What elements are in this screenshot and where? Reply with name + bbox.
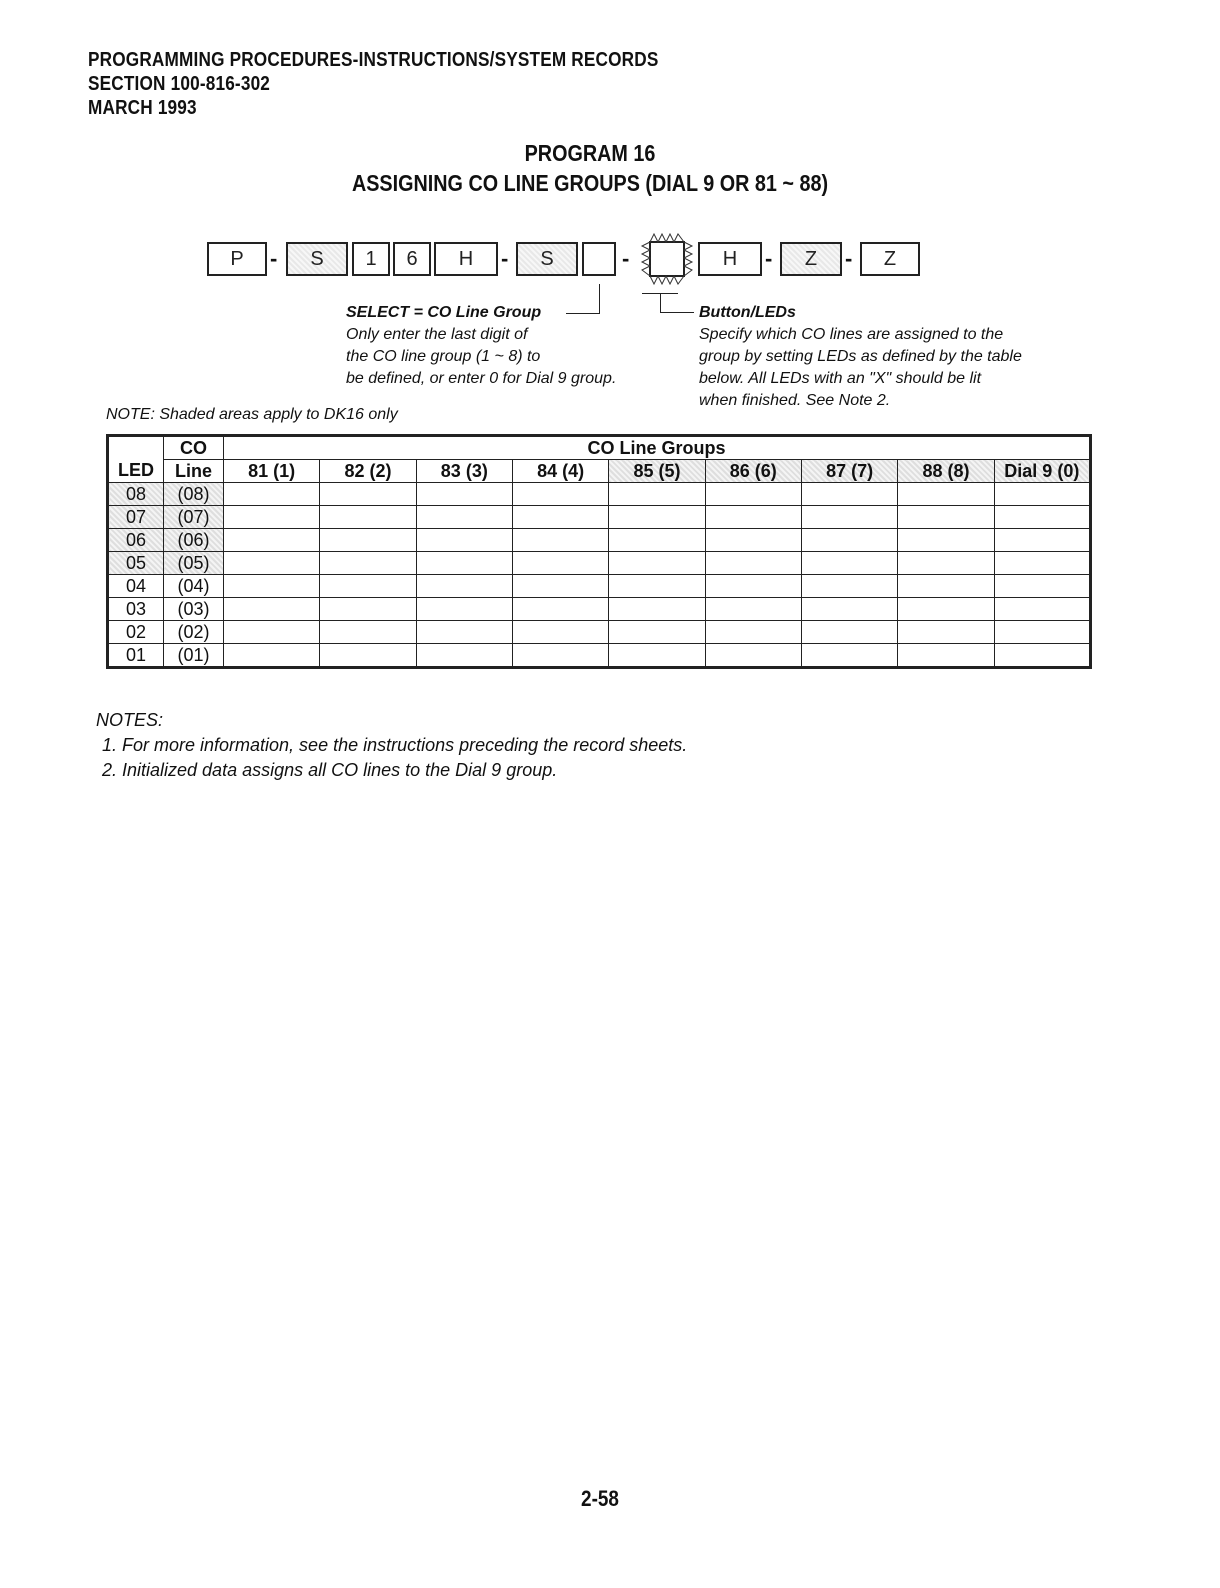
entry-cell[interactable] xyxy=(801,621,897,644)
entry-cell[interactable] xyxy=(898,552,994,575)
button-led-icon xyxy=(640,232,694,286)
co-line-cell: (05) xyxy=(164,552,224,575)
entry-cell[interactable] xyxy=(512,575,608,598)
entry-cell[interactable] xyxy=(416,598,512,621)
dash: - xyxy=(845,246,853,271)
co-line-cell: (07) xyxy=(164,506,224,529)
header-group: 87 (7) xyxy=(801,460,897,483)
page-number: 2-58 xyxy=(581,1486,619,1511)
header-co-line-groups: CO Line Groups xyxy=(224,436,1091,460)
header-group: 82 (2) xyxy=(320,460,416,483)
table-row xyxy=(108,598,1091,621)
entry-cell[interactable] xyxy=(320,529,416,552)
program-title-block xyxy=(341,138,840,198)
entry-cell[interactable] xyxy=(224,621,320,644)
button-line: group by setting LEDs as defined by the table xyxy=(699,348,1022,365)
notes-block xyxy=(96,708,687,783)
key-z: Z xyxy=(780,242,842,276)
entry-cell[interactable] xyxy=(512,644,608,668)
key-s: S xyxy=(516,242,578,276)
entry-cell[interactable] xyxy=(609,575,705,598)
entry-cell[interactable] xyxy=(416,483,512,506)
select-blank-box xyxy=(582,242,616,276)
entry-cell[interactable] xyxy=(609,529,705,552)
co-line-cell: (08) xyxy=(164,483,224,506)
header-section: SECTION 100-816-302 xyxy=(88,73,271,95)
entry-cell[interactable] xyxy=(898,506,994,529)
dash: - xyxy=(270,246,278,271)
table-row xyxy=(108,483,1091,506)
key-s: S xyxy=(286,242,348,276)
entry-cell[interactable] xyxy=(994,621,1090,644)
entry-cell[interactable] xyxy=(224,598,320,621)
entry-cell[interactable] xyxy=(705,621,801,644)
co-line-cell: (01) xyxy=(164,644,224,668)
select-line: Only enter the last digit of xyxy=(346,326,528,343)
led-cell: 02 xyxy=(108,621,164,644)
header-line: Line xyxy=(164,460,224,483)
entry-cell[interactable] xyxy=(512,552,608,575)
header-co: CO xyxy=(164,436,224,460)
entry-cell[interactable] xyxy=(320,575,416,598)
program-subtitle: ASSIGNING CO LINE GROUPS (DIAL 9 OR 81 ~ 88) xyxy=(351,170,829,196)
key-6: 6 xyxy=(393,242,431,276)
header-title: PROGRAMMING PROCEDURES-INSTRUCTIONS/SYSTEM RECORDS xyxy=(88,49,659,71)
entry-cell[interactable] xyxy=(994,644,1090,668)
entry-cell[interactable] xyxy=(898,575,994,598)
entry-cell[interactable] xyxy=(416,644,512,668)
entry-cell[interactable] xyxy=(416,575,512,598)
header-group: 86 (6) xyxy=(705,460,801,483)
entry-cell[interactable] xyxy=(994,575,1090,598)
entry-cell[interactable] xyxy=(705,506,801,529)
document-header xyxy=(88,48,659,120)
entry-cell[interactable] xyxy=(898,483,994,506)
entry-cell[interactable] xyxy=(609,644,705,668)
entry-cell[interactable] xyxy=(320,483,416,506)
header-group: 83 (3) xyxy=(416,460,512,483)
notes-title: NOTES: xyxy=(96,710,164,730)
entry-cell[interactable] xyxy=(801,575,897,598)
select-line: be defined, or enter 0 for Dial 9 group. xyxy=(346,370,617,387)
led-cell: 07 xyxy=(108,506,164,529)
entry-cell[interactable] xyxy=(801,506,897,529)
entry-cell[interactable] xyxy=(898,529,994,552)
entry-cell[interactable] xyxy=(801,552,897,575)
entry-cell[interactable] xyxy=(512,598,608,621)
select-title: SELECT = CO Line Group xyxy=(346,304,542,321)
button-line: Specify which CO lines are assigned to the xyxy=(699,326,1004,343)
entry-cell[interactable] xyxy=(705,552,801,575)
led-cell: 05 xyxy=(108,552,164,575)
entry-cell[interactable] xyxy=(416,621,512,644)
entry-cell[interactable] xyxy=(320,598,416,621)
entry-cell[interactable] xyxy=(705,598,801,621)
program-title: PROGRAM 16 xyxy=(524,140,656,166)
key-p: P xyxy=(207,242,267,276)
entry-cell[interactable] xyxy=(801,644,897,668)
entry-cell[interactable] xyxy=(705,644,801,668)
entry-cell[interactable] xyxy=(801,598,897,621)
table-row xyxy=(108,552,1091,575)
entry-cell[interactable] xyxy=(609,552,705,575)
entry-cell[interactable] xyxy=(512,506,608,529)
co-line-cell: (02) xyxy=(164,621,224,644)
led-cell: 01 xyxy=(108,644,164,668)
entry-cell[interactable] xyxy=(994,529,1090,552)
led-cell: 04 xyxy=(108,575,164,598)
entry-cell[interactable] xyxy=(224,529,320,552)
key-sequence xyxy=(0,226,1220,296)
entry-cell[interactable] xyxy=(705,483,801,506)
button-connector xyxy=(660,312,694,313)
dash: - xyxy=(501,246,509,271)
dash: - xyxy=(765,246,773,271)
entry-cell[interactable] xyxy=(320,644,416,668)
entry-cell[interactable] xyxy=(994,483,1090,506)
table-row xyxy=(108,621,1091,644)
entry-cell[interactable] xyxy=(994,552,1090,575)
entry-cell[interactable] xyxy=(898,598,994,621)
entry-cell[interactable] xyxy=(224,644,320,668)
entry-cell[interactable] xyxy=(512,529,608,552)
co-line-groups-table xyxy=(106,434,1092,669)
entry-cell[interactable] xyxy=(320,506,416,529)
select-annotation xyxy=(346,302,616,390)
entry-cell[interactable] xyxy=(416,529,512,552)
button-title: Button/LEDs xyxy=(699,304,796,321)
entry-cell[interactable] xyxy=(416,506,512,529)
header-led-blank xyxy=(108,436,164,460)
entry-cell[interactable] xyxy=(224,575,320,598)
entry-cell[interactable] xyxy=(609,598,705,621)
led-cell: 06 xyxy=(108,529,164,552)
note-item: 2. Initialized data assigns all CO lines to the Dial 9 group. xyxy=(122,758,687,783)
header-led: LED xyxy=(108,460,164,483)
entry-cell[interactable] xyxy=(705,575,801,598)
entry-cell[interactable] xyxy=(994,506,1090,529)
key-z: Z xyxy=(860,242,920,276)
entry-cell[interactable] xyxy=(898,644,994,668)
button-connector xyxy=(660,293,661,313)
entry-cell[interactable] xyxy=(512,621,608,644)
co-line-cell: (03) xyxy=(164,598,224,621)
entry-cell[interactable] xyxy=(994,598,1090,621)
co-line-cell: (04) xyxy=(164,575,224,598)
key-1: 1 xyxy=(352,242,390,276)
table-row xyxy=(108,506,1091,529)
entry-cell[interactable] xyxy=(609,621,705,644)
entry-cell[interactable] xyxy=(609,483,705,506)
entry-cell[interactable] xyxy=(320,552,416,575)
entry-cell[interactable] xyxy=(224,483,320,506)
entry-cell[interactable] xyxy=(224,506,320,529)
led-cell: 08 xyxy=(108,483,164,506)
key-h: H xyxy=(434,242,498,276)
entry-cell[interactable] xyxy=(416,552,512,575)
button-line: below. All LEDs with an "X" should be lit xyxy=(699,370,982,387)
key-h: H xyxy=(698,242,762,276)
co-line-cell: (06) xyxy=(164,529,224,552)
header-group: Dial 9 (0) xyxy=(994,460,1090,483)
entry-cell[interactable] xyxy=(512,483,608,506)
entry-cell[interactable] xyxy=(609,506,705,529)
header-group: 85 (5) xyxy=(609,460,705,483)
button-annotation xyxy=(699,302,1022,412)
entry-cell[interactable] xyxy=(320,621,416,644)
note-item: 1. For more information, see the instructions preceding the record sheets. xyxy=(122,733,687,758)
entry-cell[interactable] xyxy=(801,483,897,506)
table-row xyxy=(108,529,1091,552)
table-row xyxy=(108,644,1091,668)
header-date: MARCH 1993 xyxy=(88,97,197,119)
header-group: 84 (4) xyxy=(512,460,608,483)
shaded-note: NOTE: Shaded areas apply to DK16 only xyxy=(106,406,398,423)
entry-cell[interactable] xyxy=(705,529,801,552)
button-line: when finished. See Note 2. xyxy=(699,392,891,409)
select-line: the CO line group (1 ~ 8) to xyxy=(346,348,541,365)
header-group: 81 (1) xyxy=(224,460,320,483)
entry-cell[interactable] xyxy=(224,552,320,575)
header-group: 88 (8) xyxy=(898,460,994,483)
entry-cell[interactable] xyxy=(801,529,897,552)
table-row xyxy=(108,575,1091,598)
entry-cell[interactable] xyxy=(898,621,994,644)
led-cell: 03 xyxy=(108,598,164,621)
dash: - xyxy=(622,246,630,271)
